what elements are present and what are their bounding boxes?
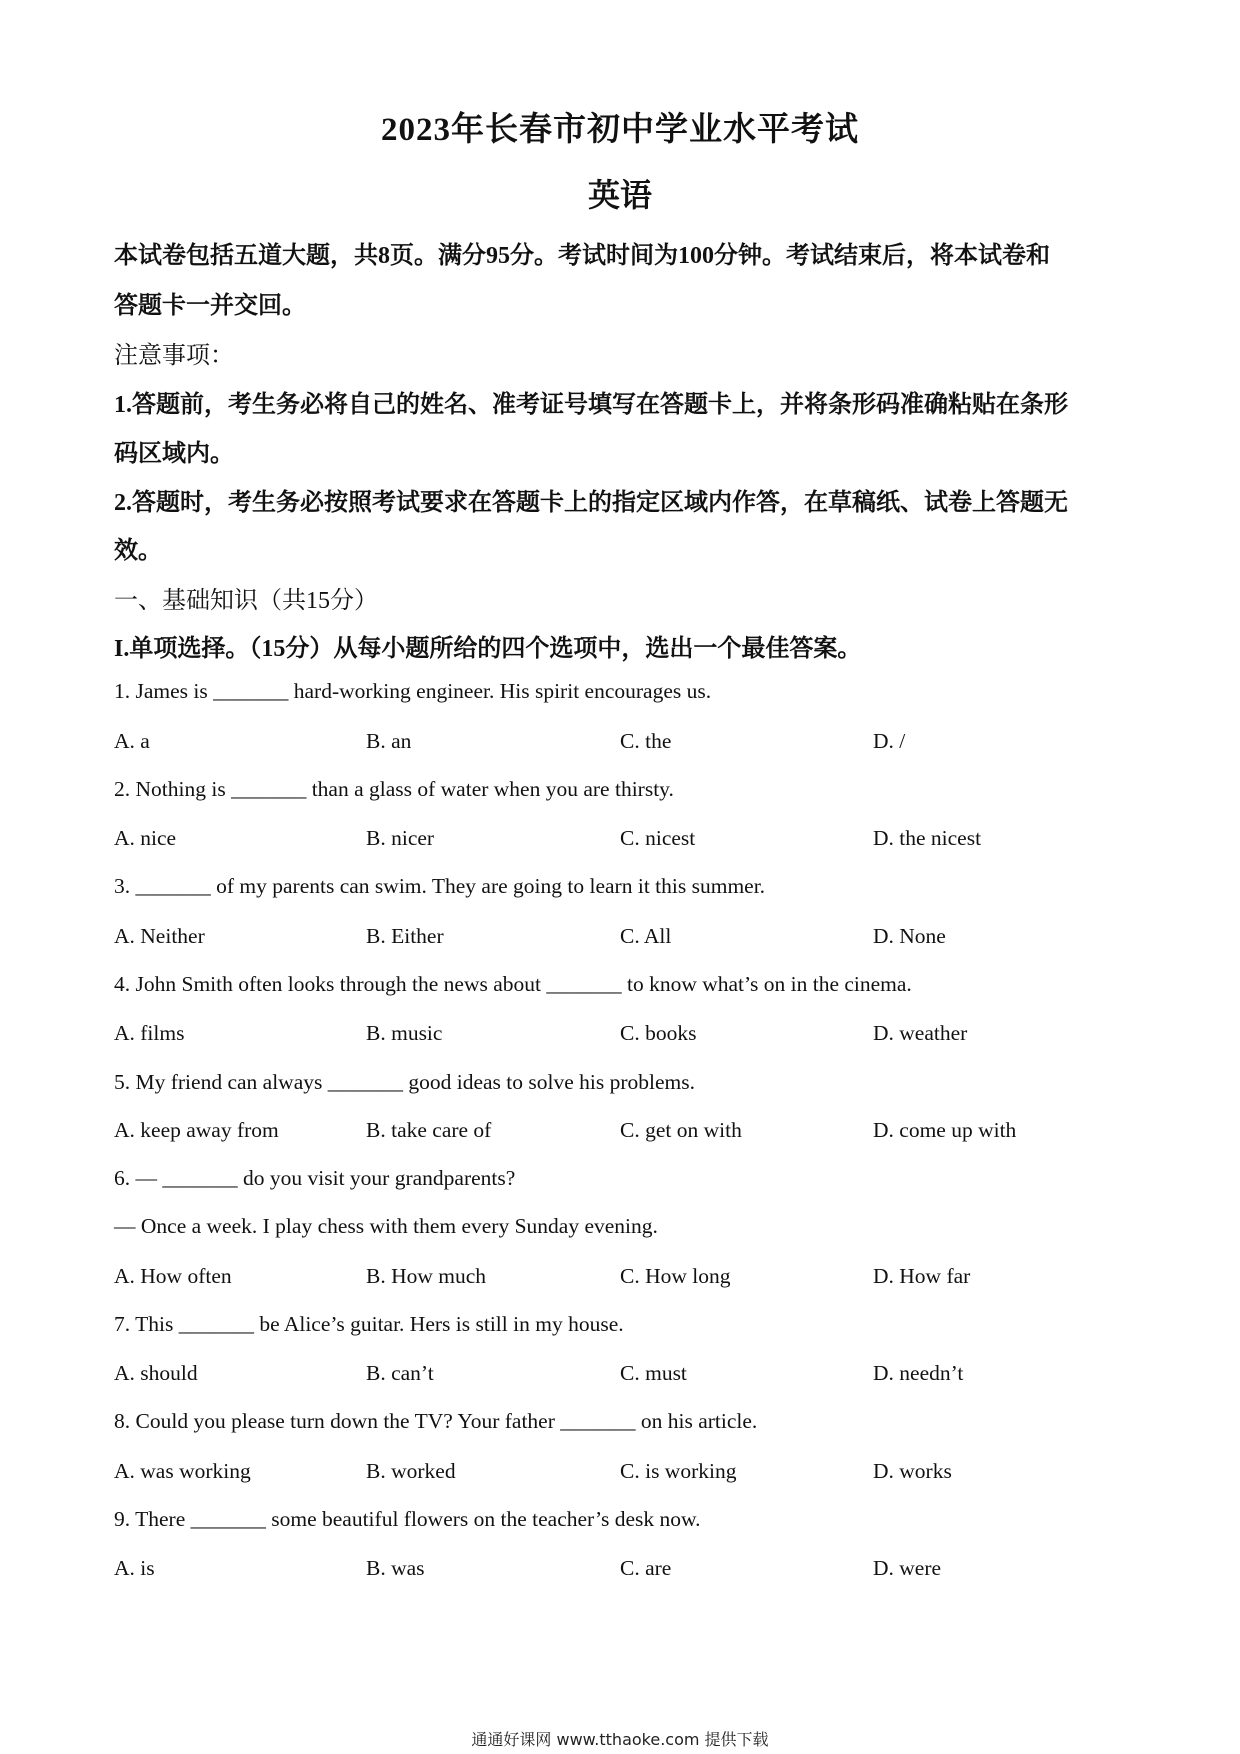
download-footer: 通通好课网 www.tthaoke.com 提供下载 <box>471 1730 769 1749</box>
question-3: 3. _______ of my parents can swim. They are going to learn it this summer. <box>114 874 766 898</box>
q8-option-d: D. works <box>873 1459 952 1483</box>
q8-option-b: B. worked <box>366 1459 456 1483</box>
section-heading: 一、基础知识（共15分） <box>114 588 378 614</box>
q1-option-c: C. the <box>620 729 672 753</box>
note-line-4: 效。 <box>114 538 162 564</box>
q1-option-a: A. a <box>114 729 150 753</box>
q6-option-a: A. How often <box>114 1264 232 1288</box>
q1-option-b: B. an <box>366 729 412 753</box>
subject-title: 英语 <box>587 177 652 213</box>
q9-option-d: D. were <box>873 1556 942 1580</box>
q2-option-a: A. nice <box>114 826 177 850</box>
q7-option-c: C. must <box>620 1361 687 1385</box>
question-2: 2. Nothing is _______ than a glass of water when you are thirsty. <box>114 777 674 801</box>
q7-option-d: D. needn’t <box>873 1361 964 1385</box>
question-9: 9. There _______ some beautiful flowers on the teacher’s desk now. <box>114 1507 701 1531</box>
q2-option-c: C. nicest <box>620 826 696 850</box>
q2-option-b: B. nicer <box>366 826 435 850</box>
note-line-1: 1.答题前，考生务必将自己的姓名、准考证号填写在答题卡上，并将条形码准确粘贴在条形 <box>114 392 1068 418</box>
notes-heading: 注意事项： <box>114 343 234 369</box>
q3-option-d: D. None <box>873 924 946 948</box>
intro-line-2: 答题卡一并交回。 <box>114 293 306 319</box>
q4-option-b: B. music <box>366 1021 443 1045</box>
q5-option-b: B. take care of <box>366 1118 492 1142</box>
q6-option-d: D. How far <box>873 1264 971 1288</box>
question-1: 1. James is _______ hard-working engineer. His spirit encourages us. <box>114 679 712 703</box>
q4-option-c: C. books <box>620 1021 697 1045</box>
q4-option-d: D. weather <box>873 1021 968 1045</box>
q5-option-d: D. come up with <box>873 1118 1017 1142</box>
q9-option-b: B. was <box>366 1556 425 1580</box>
exam-title: 2023年长春市初中学业水平考试 <box>381 112 859 148</box>
q6-option-c: C. How long <box>620 1264 731 1288</box>
note-line-2: 码区域内。 <box>114 441 234 467</box>
q7-option-b: B. can’t <box>366 1361 434 1385</box>
question-6-reply: — Once a week. I play chess with them every Sunday evening. <box>114 1214 658 1238</box>
q5-option-c: C. get on with <box>620 1118 742 1142</box>
note-line-3: 2.答题时，考生务必按照考试要求在答题卡上的指定区域内作答，在草稿纸、试卷上答题无 <box>114 490 1068 516</box>
q1-option-d: D. / <box>873 729 906 753</box>
q7-option-a: A. should <box>114 1361 198 1385</box>
q8-option-c: C. is working <box>620 1459 737 1483</box>
q5-option-a: A. keep away from <box>114 1118 279 1142</box>
q3-option-c: C. All <box>620 924 672 948</box>
q3-option-b: B. Either <box>366 924 444 948</box>
q6-option-b: B. How much <box>366 1264 487 1288</box>
q4-option-a: A. films <box>114 1021 185 1045</box>
question-8: 8. Could you please turn down the TV? Your father _______ on his article. <box>114 1409 758 1433</box>
q9-option-c: C. are <box>620 1556 672 1580</box>
question-5: 5. My friend can always _______ good ideas to solve his problems. <box>114 1070 696 1094</box>
question-6: 6. — _______ do you visit your grandparents? <box>114 1166 516 1190</box>
question-7: 7. This _______ be Alice’s guitar. Hers is still in my house. <box>114 1312 624 1336</box>
q9-option-a: A. is <box>114 1556 155 1580</box>
intro-line-1: 本试卷包括五道大题，共8页。满分95分。考试时间为100分钟。考试结束后，将本试卷和 <box>114 243 1050 269</box>
q2-option-d: D. the nicest <box>873 826 982 850</box>
q8-option-a: A. was working <box>114 1459 251 1483</box>
question-4: 4. John Smith often looks through the news about _______ to know what’s on in the cinema. <box>114 972 912 996</box>
q3-option-a: A. Neither <box>114 924 205 948</box>
part-heading: I.单项选择。（15分）从每小题所给的四个选项中，选出一个最佳答案。 <box>114 636 862 662</box>
